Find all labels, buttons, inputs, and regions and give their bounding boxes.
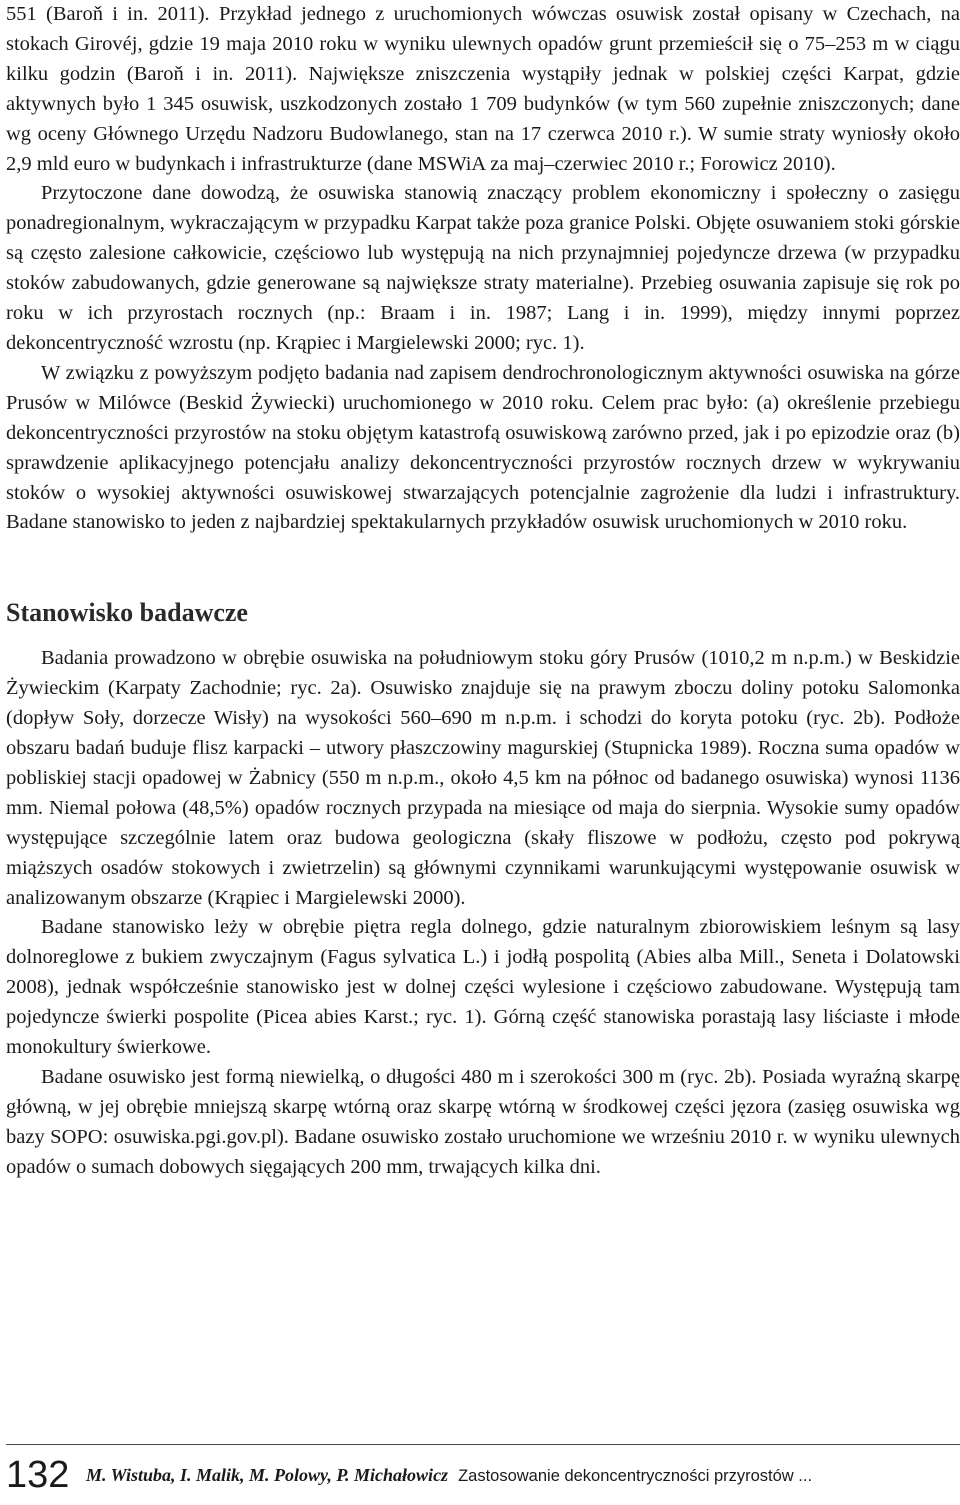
paragraph-3: W związku z powyższym podjęto badania nad zapisem dendrochronologicznym aktywności osuwiska na górze Prusów w Milówce (Beskid Żywiecki) uruchomionego w 2010 roku. Celem prac było: (a) określenie przebiegu dekoncentryczności przyrostów na stoku objętym katastrofą osuwiskową zarówno przed, jak i po epizodzie oraz (b) sprawdzenie aplikacyjnego potencjału analizy dekoncentryczności przyrostów rocznych drzew w wykrywaniu stoków o wysokiej aktywności osuwiskowej stwarzających potencjalnie zagrożenie dla ludzi i infrastruktury. Badane stanowisko to jeden z najbardziej spektakularnych przykładów osuwisk uruchomionych w 2010 roku. (6, 361, 960, 534)
footer-running-title: Zastosowanie dekoncentryczności przyrostów ... (458, 1466, 813, 1485)
paragraph-5: Badane stanowisko leży w obrębie piętra regla dolnego, gdzie naturalnym zbiorowiskiem leśnym są lasy dolnoreglowe z bukiem zwyczajnym (Fagus sylvatica L.) i jodłą pospolitą (Abies alba Mill., Seneta i Dolatowski 2008), jednak współcześnie stanowisko jest w dolnej części wylesione i częściowo zabudowane. Występują tam pojedyncze świerki pospolite (Picea abies Karst.; ryc. 1). Górną część stanowiska porastają lasy liściaste i młode monokultury świerkowe. (6, 916, 960, 1059)
page-footer (6, 1450, 960, 1500)
paragraph-6: Badane osuwisko jest formą niewielką, o długości 480 m i szerokości 300 m (ryc. 2b). Posiada wyraźną skarpę główną, w jej obrębie mniejszą skarpę wtórną oraz skarpę wtórną w środkowej części jęzora (zasięg osuwiska wg bazy SOPO: osuwiska.pgi.gov.pl). Badane osuwisko zostało uruchomione we wrześniu 2010 r. w wyniku ulewnych opadów o sumach dobowych sięgających 200 mm, trwających kilka dni. (6, 1066, 960, 1178)
section-spacer (6, 538, 960, 596)
paragraph-4: Badania prowadzono w obrębie osuwiska na południowym stoku góry Prusów (1010,2 m n.p.m.) w Beskidzie Żywieckim (Karpaty Zachodnie; ryc. 2a). Osuwisko znajduje się na prawym zboczu doliny potoku Salomonka (dopływ Soły, dorzecze Wisły) na wysokości 560–690 m n.p.m. i schodzi do koryta potoku (ryc. 2b). Podłoże obszaru badań buduje flisz karpacki – utwory płaszczowiny magurskiej (Stupnicka 1989). Roczna suma opadów w pobliskiej stacji opadowej w Żabnicy (550 m n.p.m., około 4,5 km na północ od badanego osuwiska) wynosi 1136 mm. Niemal połowa (48,5%) opadów rocznych przypada na miesiące od maja do sierpnia. Wysokie sumy opadów występujące szczególnie latem oraz budowa geologiczna (skały fliszowe w podłożu, często pod pokrywą miąższych osadów stokowych i zwietrzelin) są głównymi czynnikami warunkującymi występowanie osuwisk w analizowanym obszarze (Krąpiec i Margielewski 2000). (6, 647, 960, 909)
footer-divider (6, 1444, 960, 1445)
footer-text (72, 1465, 812, 1486)
page-number: 132 (6, 1454, 70, 1496)
paragraph-1: 551 (Baroň i in. 2011). Przykład jednego z uruchomionych wówczas osuwisk został opisany w Czechach, na stokach Girovéj, gdzie 19 maja 2010 roku w wyniku ulewnych opadów grunt przemieścił się o 75–253 m w ciągu kilku godzin (Baroň i in. 2011). Największe zniszczenia wystąpiły jednak w polskiej części Karpat, gdzie aktywnych było 1 345 osuwisk, uszkodzonych zostało 1 709 budynków (w tym 560 zupełnie zniszczonych; dane wg oceny Głównego Urzędu Nadzoru Budowlanego, stan na 17 czerwca 2010 r.). W sumie straty wyniosły około 2,9 mld euro w budynkach i infrastrukturze (dane MSWiA za maj–czerwiec 2010 r.; Forowicz 2010). (6, 3, 960, 175)
section-heading: Stanowisko badawcze (6, 598, 248, 628)
page-body (6, 0, 960, 1183)
heading-spacer (6, 630, 960, 644)
footer-authors: M. Wistuba, I. Malik, M. Polowy, P. Michałowicz (86, 1464, 449, 1485)
paragraph-2: Przytoczone dane dowodzą, że osuwiska stanowią znaczący problem ekonomiczny i społeczny o zasięgu ponadregionalnym, wykraczającym w przypadku Karpat także poza granice Polski. Objęte osuwaniem stoki górskie są często zalesione całkowicie, częściowo lub występują na nich przynajmniej pojedyncze drzewa (w przypadku stoków zabudowanych, gdzie generowane są największe straty materialne). Przebieg osuwania zapisuje się rok po roku w ich przyrostach rocznych (np.: Braam i in. 1987; Lang i in. 1999), między innymi poprzez dekoncentryczność wzrostu (np. Krąpiec i Margielewski 2000; ryc. 1). (6, 182, 960, 354)
